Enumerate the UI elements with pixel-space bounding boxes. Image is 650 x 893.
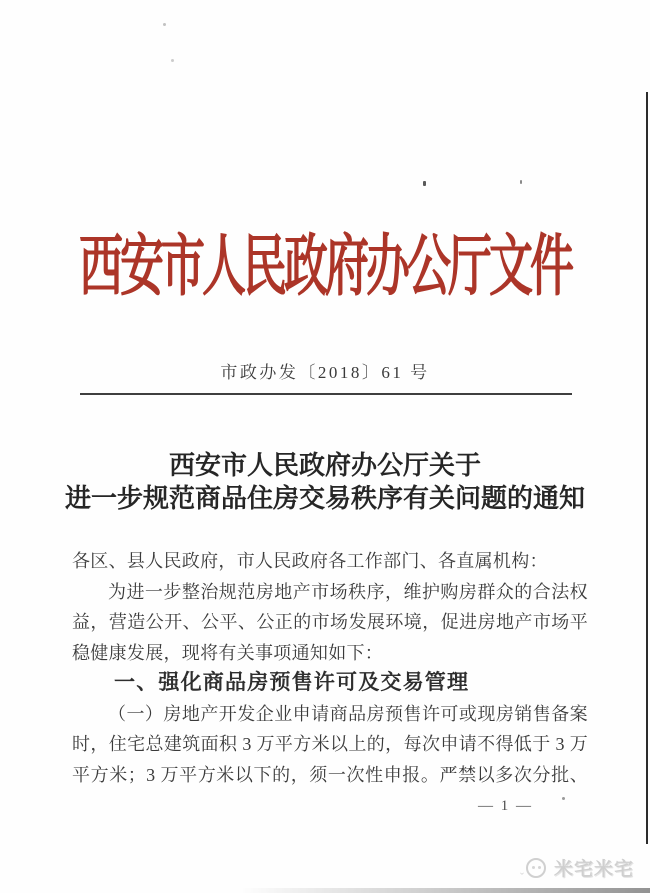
body-line: 平方米；3 万平方米以下的，须一次性申报。严禁以多次分批、 — [72, 764, 588, 785]
separator-rule — [80, 393, 572, 395]
body-line: 时，住宅总建筑面积 3 万平方米以上的，每次申请不得低于 3 万 — [72, 734, 588, 754]
body-line: 为进一步整治规范房地产市场秩序，维护购房群众的合法权 — [108, 581, 588, 602]
scan-speck — [163, 23, 166, 26]
scan-edge-artifact — [646, 92, 648, 844]
watermark — [520, 854, 634, 881]
watermark-text: 米宅米宅 — [554, 859, 635, 880]
body-line: 稳健康发展，现将有关事项通知如下： — [72, 642, 384, 663]
scan-speck — [423, 181, 426, 186]
mizhai-logo-icon — [526, 858, 546, 878]
document-body — [72, 546, 588, 790]
document-masthead: 西安市人民政府办公厅文件 — [79, 229, 571, 305]
document-title-line2: 进一步规范商品住房交易秩序有关问题的通知 — [64, 484, 585, 513]
scan-shadow-band — [240, 888, 650, 893]
document-title-line1: 西安市人民政府办公厅关于 — [168, 451, 481, 480]
body-line: 益，营造公开、公平、公正的市场发展环境，促进房地产市场平 — [72, 612, 588, 632]
page-number: — 1 — — [478, 798, 533, 814]
document-title — [0, 449, 650, 515]
watermark-tick-mark: ˬ — [520, 860, 524, 875]
scan-speck — [520, 180, 522, 184]
salutation-line: 各区、县人民政府，市人民政府各工作部门、各直属机构： — [72, 551, 548, 571]
scan-speck — [562, 797, 565, 800]
document-number: 市政办发〔2018〕61 号 — [220, 363, 430, 382]
section-heading: 一、强化商品房预售许可及交易管理 — [114, 671, 470, 694]
scan-speck — [171, 59, 174, 62]
body-line: （一）房地产开发企业申请商品房预售许可或现房销售备案 — [108, 703, 588, 724]
